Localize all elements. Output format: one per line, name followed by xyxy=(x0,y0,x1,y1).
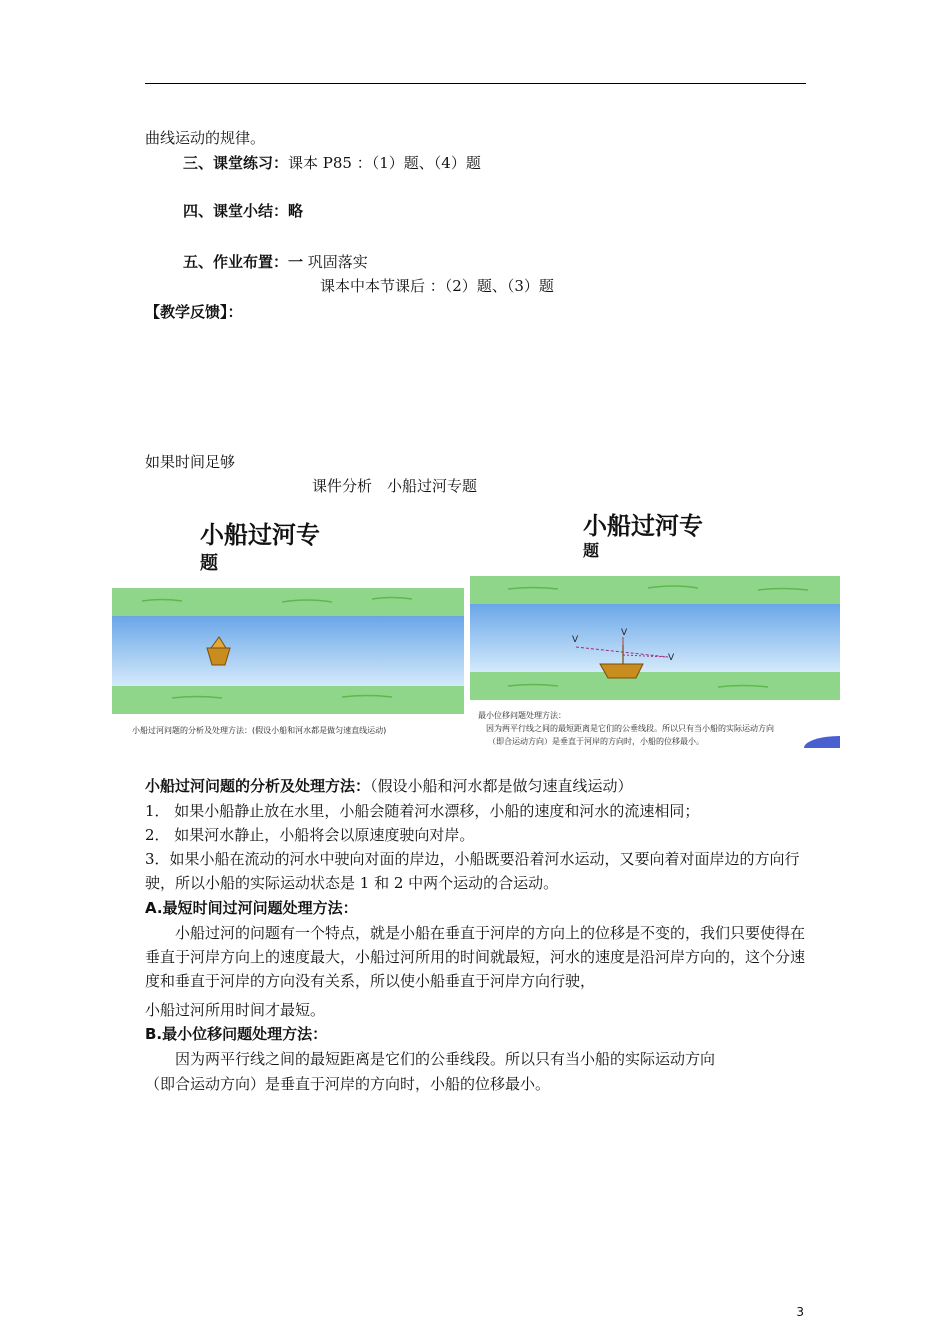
section-3 xyxy=(183,153,481,173)
slide-1-title: 小船过河专 xyxy=(200,521,320,549)
courseware-title: 课件分析 小船过河专题 xyxy=(312,477,478,495)
feedback-heading: 【教学反馈】： xyxy=(145,303,243,321)
slide-2 xyxy=(468,500,840,748)
section-b-body-1: 因为两平行线之间的最短距离是它们的公垂线段。所以只有当小船的实际运动方向 xyxy=(145,1050,716,1068)
slide-2-title-line2: 题 xyxy=(583,541,600,560)
section-a-heading: A.最短时间过河问题处理方法： xyxy=(145,899,358,917)
section-b-heading: B.最小位移问题处理方法： xyxy=(145,1025,328,1043)
slide-1-caption: 小船过河问题的分析及处理方法：(假设小船和河水都是做匀速直线运动) xyxy=(132,726,387,735)
if-time-text: 如果时间足够 xyxy=(145,453,236,471)
section-5-label: 五、作业布置：一 xyxy=(183,253,304,271)
slide-2-vec-label-3: V xyxy=(668,653,675,663)
slide-2-vec-label-1: V xyxy=(572,635,579,645)
section-b-body-2: （即合运动方向）是垂直于河岸的方向时，小船的位移最小。 xyxy=(145,1075,551,1093)
section-a-body-2: 小船过河所用时间才最短。 xyxy=(145,1001,326,1019)
analysis-item-2: 2． 如果河水静止，小船将会以原速度驶向对岸。 xyxy=(145,826,475,844)
analysis-heading: 小船过河问题的分析及处理方法： xyxy=(145,777,371,795)
section-5-text: 巩固落实 xyxy=(303,253,368,271)
section-a-body: 小船过河的问题有一个特点，就是小船在垂直于河岸的方向上的位移是不变的，我们只要使得在垂直于河岸方向上的速度最大，小船过河所用的时间就最短，河水的速度是沿河岸方向的，这个分速度和垂直于河岸的方向没有关系，所以使小船垂直于河岸方向行驶， xyxy=(145,924,806,990)
slide-1 xyxy=(112,505,464,748)
slide-1-river-scene xyxy=(112,505,464,748)
slide-1-title-line2: 题 xyxy=(200,553,218,574)
analysis-heading-note: （假设小船和河水都是做匀速直线运动） xyxy=(370,777,633,795)
slide-2-title: 小船过河专 xyxy=(583,512,703,540)
slide-2-bank-bottom xyxy=(470,672,840,700)
section-5-line2: 课本中本节课后 ：（2）题、（3）题 xyxy=(320,277,554,295)
slide-2-caption-2: 因为两平行线之间的最短距离是它们的公垂线段。所以只有当小船的实际运动方向 xyxy=(478,724,774,733)
intro-line: 曲线运动的规律。 xyxy=(145,129,266,147)
slide-2-bank-top xyxy=(470,576,840,606)
analysis-item-3: 3．如果小船在流动的河水中驶向对面的岸边，小船既要沿着河水运动，又要向着对面岸边的方向行驶，所以小船的实际运动状态是 1 和 2 中两个运动的合运动。 xyxy=(145,850,800,892)
analysis-item-1: 1． 如果小船静止放在水里，小船会随着河水漂移，小船的速度和河水的流速相同； xyxy=(145,802,700,820)
section-5 xyxy=(183,252,368,272)
slide-2-caption-3: （即合运动方向）是垂直于河岸的方向时，小船的位移最小。 xyxy=(488,737,704,746)
page-number: 3 xyxy=(796,1305,804,1319)
section-3-text: 课本 P85 ：（1）题、（4）题 xyxy=(288,154,481,172)
section-4-label: 四、课堂小结：略 xyxy=(183,202,304,220)
analysis-heading-line xyxy=(145,776,633,796)
slide-2-caption-1: 最小位移问题处理方法： xyxy=(478,711,566,720)
slide-1-bank-bottom xyxy=(112,686,464,714)
header-rule xyxy=(145,83,806,84)
slide-2-river xyxy=(470,604,840,674)
section-3-label: 三、课堂练习： xyxy=(183,154,289,172)
slide-2-corner-decoration xyxy=(804,736,840,748)
slide-2-vec-label-2: V xyxy=(621,628,628,638)
slide-1-river xyxy=(112,616,464,688)
slide-1-bank-top xyxy=(112,588,464,618)
